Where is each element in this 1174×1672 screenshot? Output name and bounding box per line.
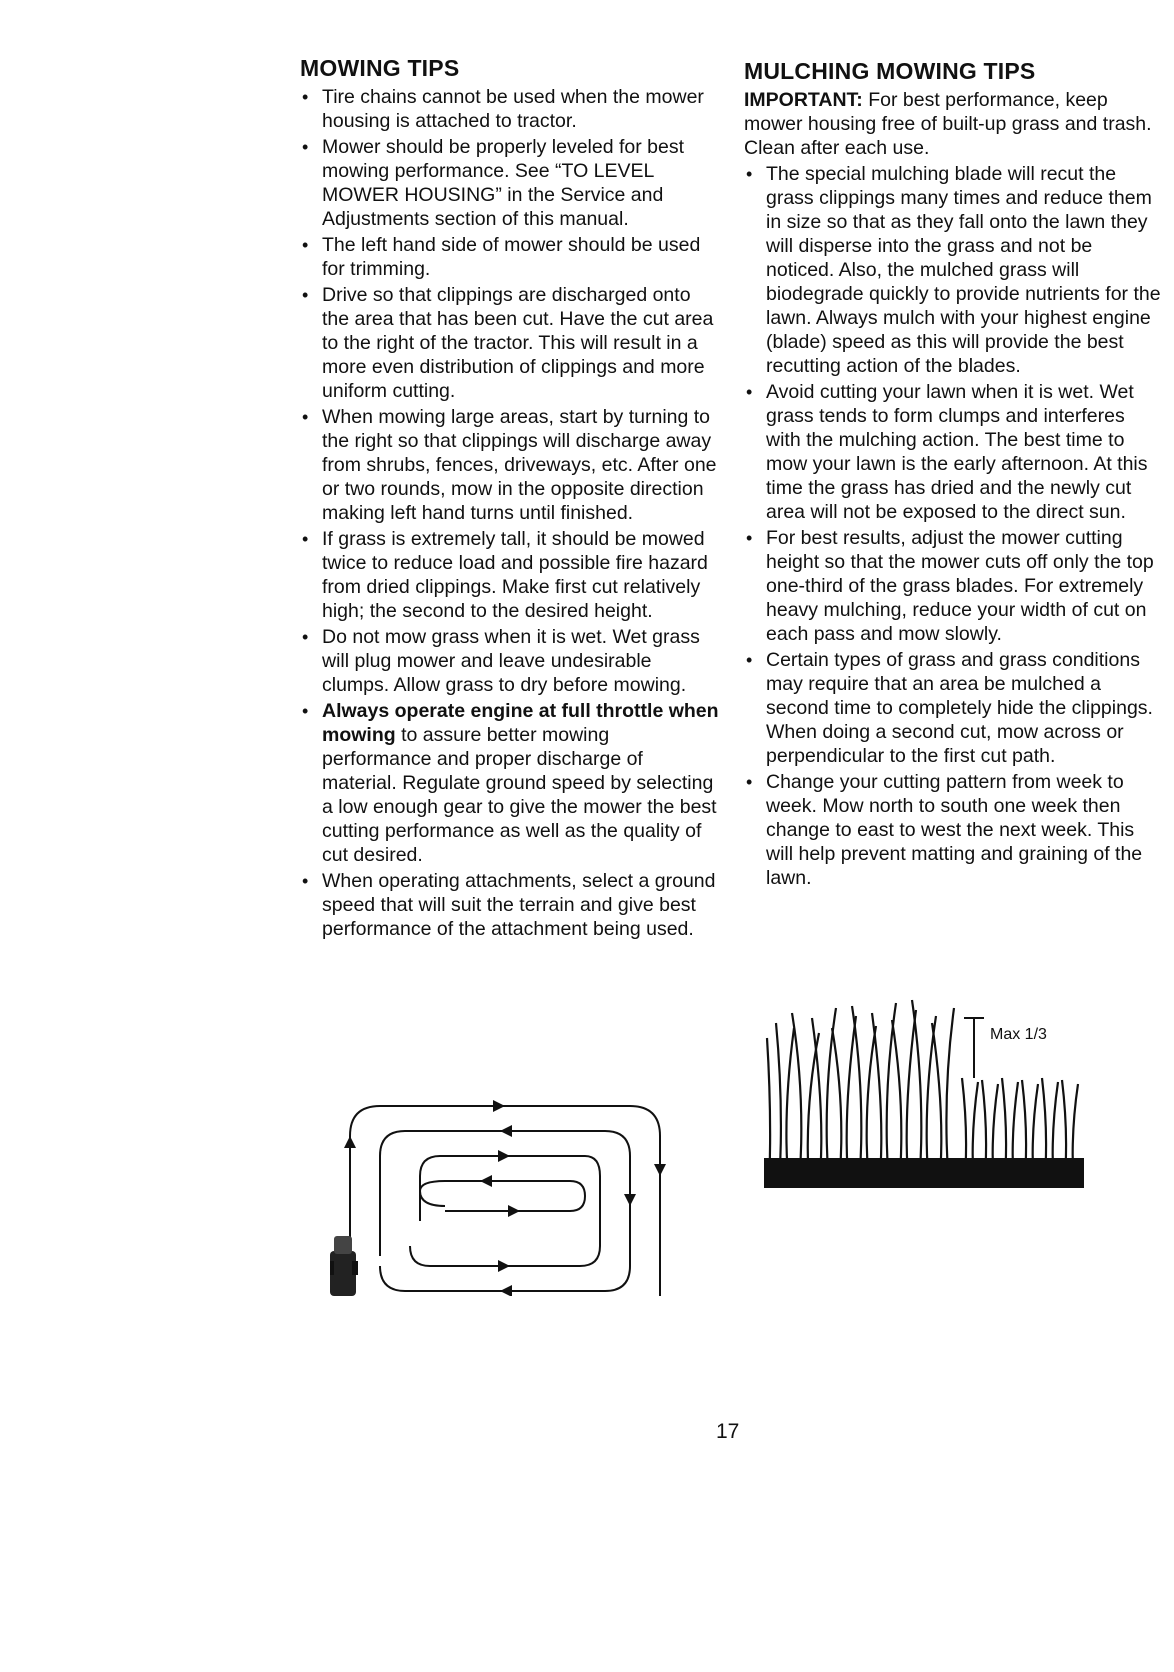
list-item: • Do not mow grass when it is wet. Wet grass will plug mower and leave undesirable clumps. Allow grass to dry before mowing.: [300, 625, 720, 697]
list-item: • The special mulching blade will recut the grass clippings many times and reduce them in size so that as they fall onto the lawn they will disperse into the grass and not be noticed. Also, the mulched grass will biodegrade quickly to provide nutrients for the lawn. Always mulch with your highest engine (blade) speed as this will provide the best recutting action of the blades.: [744, 162, 1164, 378]
throttle-warning-text: to assure better mowing performance and proper discharge of material. Regulate ground speed by selecting a low enough gear to give the mower the best cutting performance as well as the quality of cut desired.: [322, 724, 717, 866]
list-item: • When operating attachments, select a ground speed that will suit the terrain and give best performance of the attachment being used.: [300, 869, 720, 941]
list-item: • When mowing large areas, start by turning to the right so that clippings will discharge away from shrubs, fences, driveways, etc. After one or two rounds, mow in the opposite direction making left hand turns until finished.: [300, 405, 720, 525]
mowing-tips-heading: MOWING TIPS: [300, 55, 460, 81]
mowing-pattern-diagram: [330, 1096, 690, 1296]
tractor-icon: [330, 1236, 358, 1296]
mulching-tips-list: [744, 162, 1164, 890]
mowing-tips-list: [300, 85, 720, 941]
list-item: • Tire chains cannot be used when the mower housing is attached to tractor.: [300, 85, 720, 133]
list-item: • Drive so that clippings are discharged onto the area that has been cut. Have the cut area to the right of the tractor. This will result in a more even distribution of clippings and more uniform cutting.: [300, 283, 720, 403]
mulching-tips-heading: MULCHING MOWING TIPS: [744, 58, 1036, 84]
mowing-tips-column: [300, 55, 720, 943]
list-item: [300, 699, 720, 867]
max-one-third-label: Max 1/3: [990, 1026, 1047, 1043]
important-note: [744, 88, 1164, 160]
page-number: 17: [716, 1420, 740, 1443]
list-item: • Avoid cutting your lawn when it is wet. Wet grass tends to form clumps and interferes with the mulching action. The best time to mow your lawn is the early afternoon. At this time the grass has dried and the newly cut area will not be exposed to the direct sun.: [744, 380, 1164, 524]
list-item: • Mower should be properly leveled for best mowing performance. See “TO LEVEL MOWER HOUSING” in the Service and Adjustments section of this manual.: [300, 135, 720, 231]
grass-height-illustration: [764, 998, 1084, 1188]
throttle-warning-bold: Always operate engine at full throttle when mowing: [322, 700, 719, 746]
list-item: • Change your cutting pattern from week to week. Mow north to south one week then change to east to west the next week. This will help prevent matting and graining of the lawn.: [744, 770, 1164, 890]
list-item: • The left hand side of mower should be used for trimming.: [300, 233, 720, 281]
important-text: For best performance, keep mower housing free of built-up grass and trash. Clean after each use.: [744, 89, 1152, 159]
important-label: IMPORTANT:: [744, 89, 863, 111]
list-item: • If grass is extremely tall, it should be mowed twice to reduce load and possible fire hazard from dried clippings. Make first cut relatively high; the second to the desired height.: [300, 527, 720, 623]
list-item: • For best results, adjust the mower cutting height so that the mower cuts off only the top one-third of the grass blades. For extremely heavy mulching, reduce your width of cut on each pass and mow slowly.: [744, 526, 1164, 646]
mulching-tips-column: [744, 58, 1164, 892]
list-item: • Certain types of grass and grass conditions may require that an area be mulched a second time to completely hide the clippings. When doing a second cut, mow across or perpendicular to the first cut path.: [744, 648, 1164, 768]
